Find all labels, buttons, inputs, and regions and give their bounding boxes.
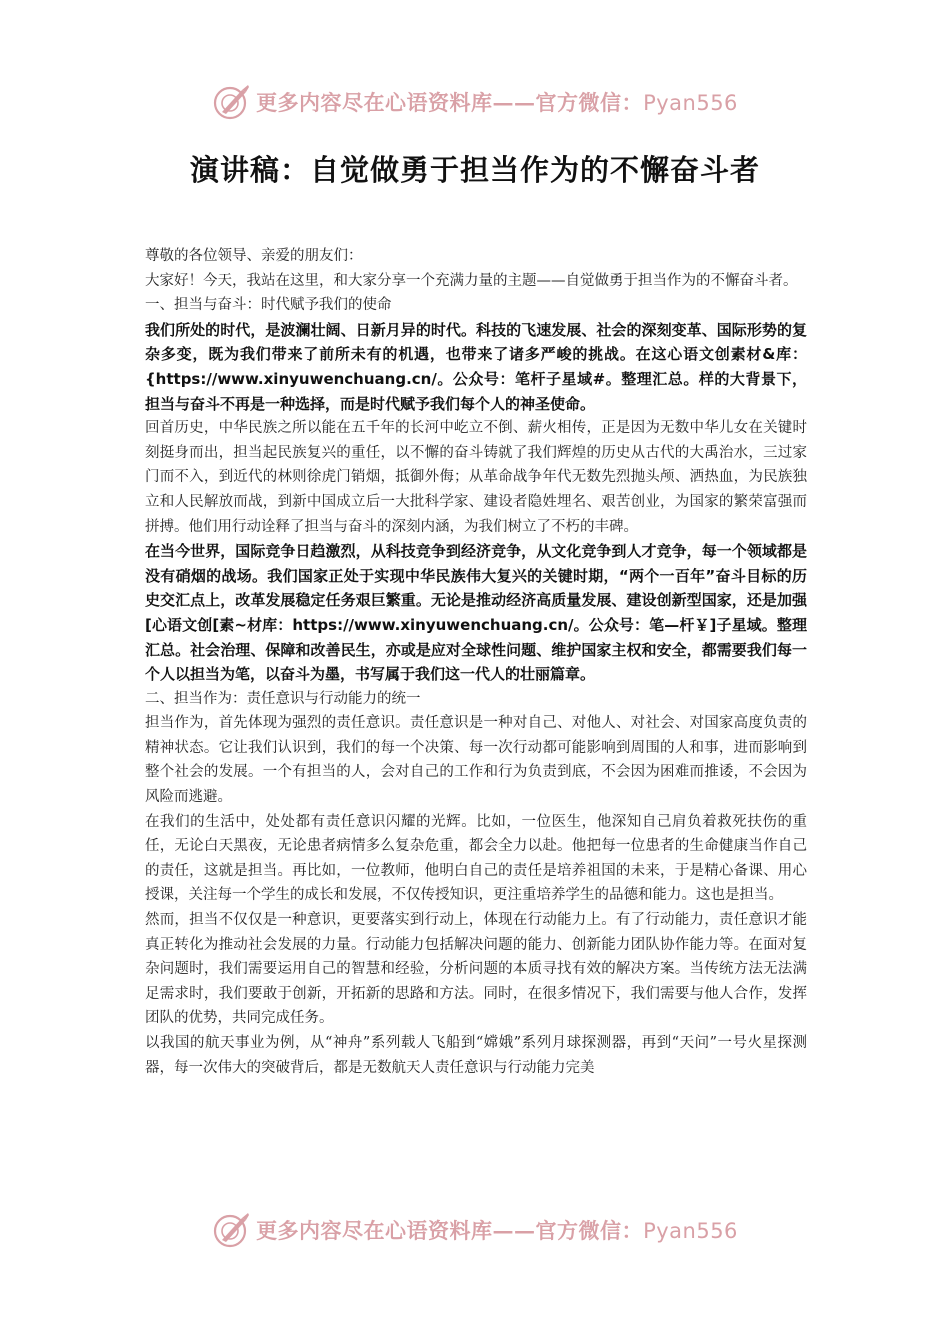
opening-paragraph: 大家好！今天，我站在这里，和大家分享一个充满力量的主题——自觉做勇于担当作为的不懈奋斗者。 — [145, 272, 798, 289]
header-banner — [0, 80, 950, 124]
banner-caption: 更多内容尽在心语资料库——官方微信：Pyan556 — [256, 1218, 738, 1243]
brand-logo-icon — [212, 82, 252, 122]
banner-caption: 更多内容尽在心语资料库——官方微信：Pyan556 — [256, 90, 738, 115]
section-heading-1: 一、担当与奋斗：时代赋予我们的使命 — [145, 297, 392, 314]
footer-banner — [0, 1208, 950, 1252]
document-title: 演讲稿：自觉做勇于担当作为的不懈奋斗者 — [189, 153, 760, 187]
section-heading-2: 二、担当作为：责任意识与行动能力的统一 — [145, 690, 421, 707]
wechat-id: Pyan556 — [643, 91, 738, 115]
wechat-id: Pyan556 — [643, 1219, 738, 1243]
brand-logo-icon — [212, 1210, 252, 1250]
body-paragraph: 在我们的生活中，处处都有责任意识闪耀的光辉。比如，一位医生，他深知自己肩负着救死扶伤的重任，无论白天黑夜，无论患者病情多么复杂危重，都会全力以赴。他把每一位患者的生命健康当作自己的责任，这就是担当。再比如，一位教师，他明白自己的责任是培养祖国的未来，于是精心备课、用心授课，关注每一个学生的成长和发展，不仅传授知识，更注重培养学生的品德和能力。这也是担当。 — [145, 813, 807, 904]
body-paragraph: 然而，担当不仅仅是一种意识，更要落实到行动上，体现在行动能力上。有了行动能力，责任意识才能真正转化为推动社会发展的力量。行动能力包括解决问题的能力、创新能力团队协作能力等。在面对复杂问题时，我们需要运用自己的智慧和经验，分析问题的本质寻找有效的解决方案。当传统方法无法满足需求时，我们要敢于创新，开拓新的思路和方法。同时，在很多情况下，我们需要与他人合作，发挥团队的优势，共同完成任务。 — [145, 912, 807, 1027]
body-paragraph: 担当作为，首先体现为强烈的责任意识。责任意识是一种对自己、对他人、对社会、对国家高度负责的精神状态。它让我们认识到，我们的每一个决策、每一次行动都可能影响到周围的人和事，进而影响到整个社会的发展。一个有担当的人，会对自己的工作和行为负责到底，不会因为困难而推诿，不会因为风险而逃避。 — [145, 715, 807, 806]
document-body — [145, 244, 807, 1080]
body-paragraph: 以我国的航天事业为例，从“神舟”系列载人飞船到“嫦娥”系列月球探测器，再到“天问”一号火星探测器，每一次伟大的突破背后，都是无数航天人责任意识与行动能力完美 — [145, 1035, 807, 1076]
salutation: 尊敬的各位领导、亲爱的朋友们： — [145, 248, 363, 264]
body-paragraph: 我们所处的时代，是波澜壮阔、日新月异的时代。科技的飞速发展、社会的深刻变革、国际形势的复杂多变，既为我们带来了前所未有的机遇，也带来了诸多严峻的挑战。在这心语文创素材&库：{https://www.xinyuwenchuang.cn/。公众号：笔杆子星域#。整理汇总。样的大背景下，担当与奋斗不再是一种选择，而是时代赋予我们每个人的神圣使命。 — [145, 320, 807, 413]
body-paragraph: 回首历史，中华民族之所以能在五千年的长河中屹立不倒、薪火相传，正是因为无数中华儿女在关键时刻挺身而出，担当起民族复兴的重任，以不懈的奋斗铸就了我们辉煌的历史从古代的大禹治水，三过家门而不入，到近代的林则徐虎门销烟，抵御外侮；从革命战争年代无数先烈抛头颅、洒热血，为民族独立和人民解放而战，到新中国成立后一大批科学家、建设者隐姓埋名、艰苦创业，为国家的繁荣富强而拼搏。他们用行动诠释了担当与奋斗的深刻内涵，为我们树立了不朽的丰碑。 — [145, 420, 807, 535]
body-paragraph: 在当今世界，国际竞争日趋激烈，从科技竞争到经济竞争，从文化竞争到人才竞争，每一个领域都是没有硝烟的战场。我们国家正处于实现中华民族伟大复兴的关键时期，“两个一百年”奋斗目标的历史交汇点上，改革发展稳定任务艰巨繁重。无论是推动经济高质量发展、建设创新型国家，还是加强[心语文创[素~材库：https://www.xinyuwenchuang.cn/。公众号：笔—杆￥]子星域。整理汇总。社会治理、保障和改善民生，亦或是应对全球性问题、维护国家主权和安全，都需要我们每一个人以担当为笔，以奋斗为墨，书写属于我们这一代人的壮丽篇章。 — [145, 542, 807, 684]
